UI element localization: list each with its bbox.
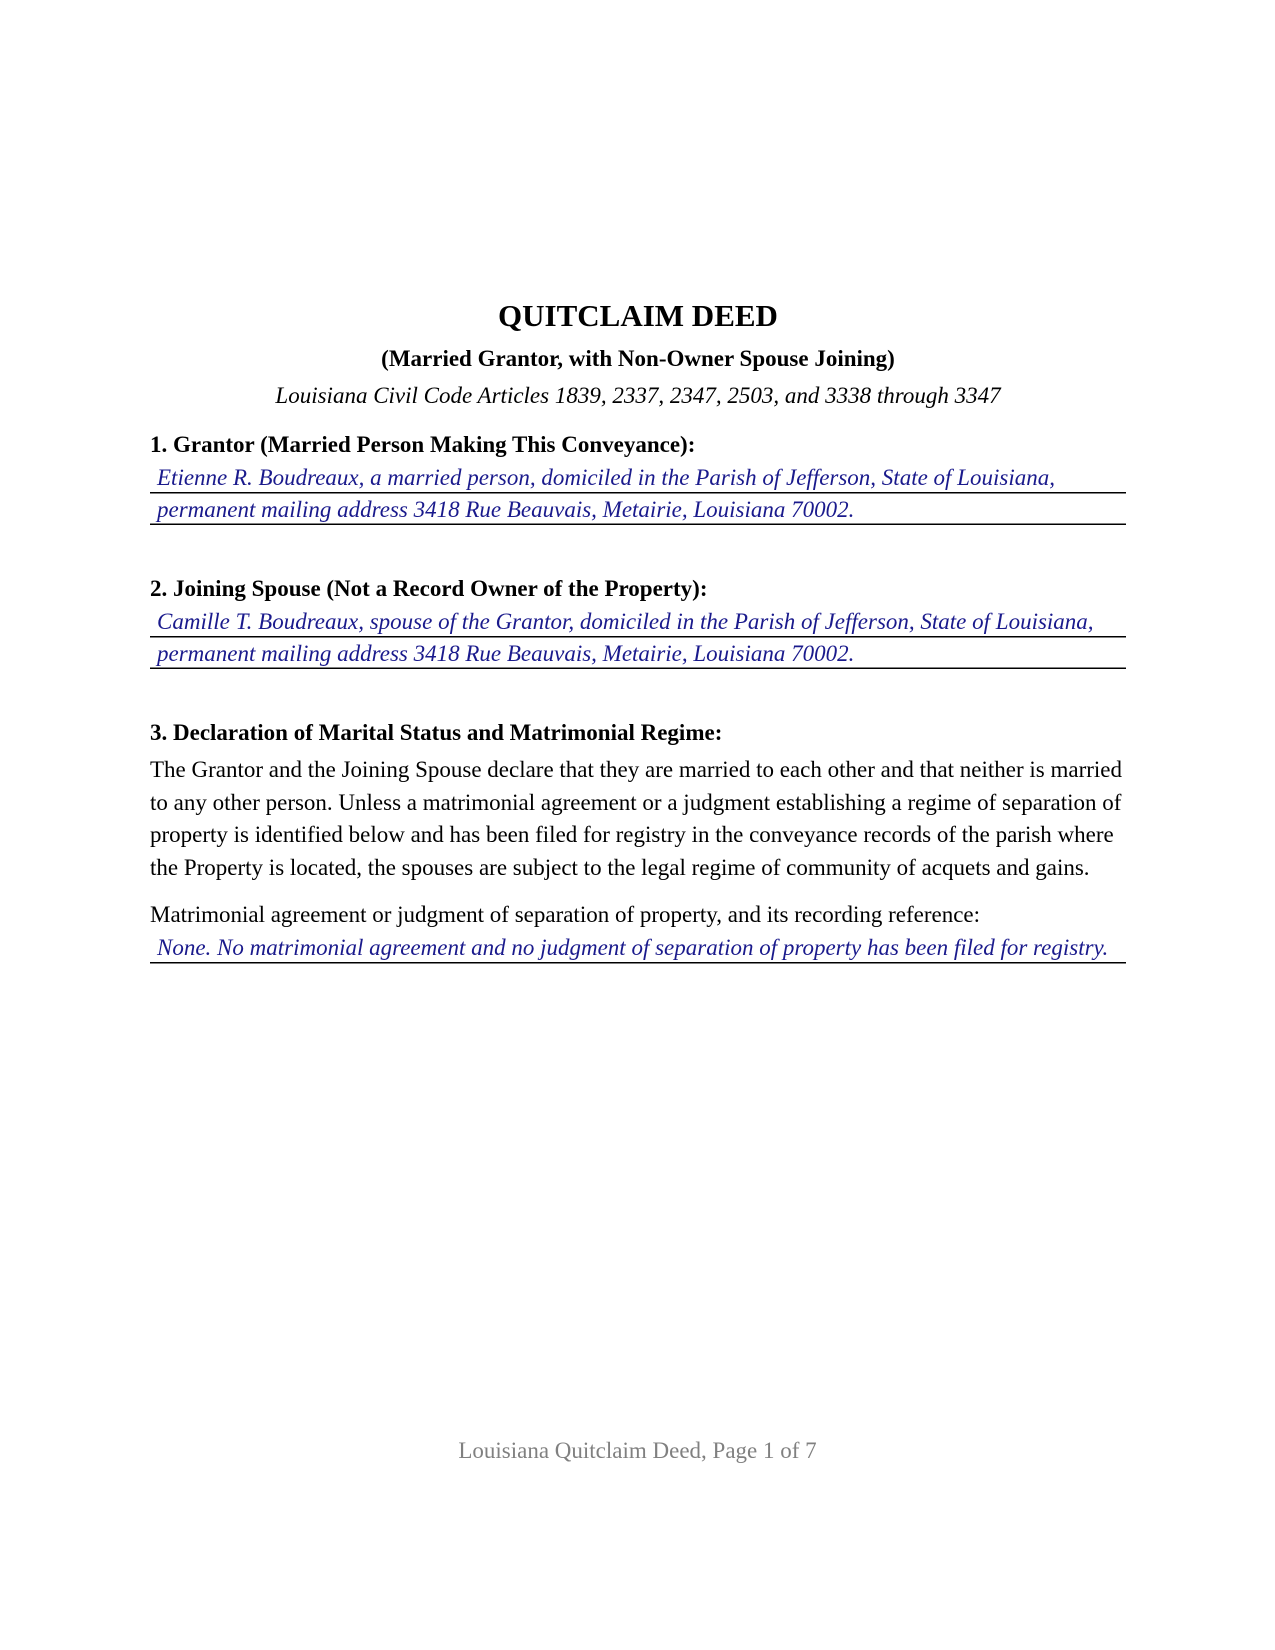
section-grantor — [150, 430, 1126, 554]
document-title: QUITCLAIM DEED — [498, 298, 778, 333]
matrimonial-agreement-field[interactable] — [150, 932, 1126, 993]
section-heading-joining-spouse: 2. Joining Spouse (Not a Record Owner of the Property): — [150, 576, 708, 601]
document-subtitle: (Married Grantor, with Non-Owner Spouse Joining) — [381, 346, 895, 371]
section-heading-grantor: 1. Grantor (Married Person Making This Conveyance): — [150, 432, 696, 457]
document-content — [150, 296, 1126, 993]
joining-spouse-field[interactable] — [150, 606, 1126, 698]
section-heading-marital-status: 3. Declaration of Marital Status and Matrimonial Regime: — [150, 720, 723, 745]
page-footer: Louisiana Quitclaim Deed, Page 1 of 7 — [458, 1438, 817, 1463]
legal-citation: Louisiana Civil Code Articles 1839, 2337, 2347, 2503, and 3338 through 3347 — [275, 383, 1001, 408]
section-marital-status — [150, 718, 1126, 993]
grantor-field-value: Etienne R. Boudreaux, a married person, domiciled in the Parish of Jefferson, State of Louisiana, permanent mailing address 3418 Rue Beauvais, Metairie, Louisiana 70002. — [157, 465, 1055, 522]
section-joining-spouse — [150, 574, 1126, 698]
joining-spouse-field-value: Camille T. Boudreaux, spouse of the Grantor, domiciled in the Parish of Jefferson, State of Louisiana, permanent mailing address 3418 Rue Beauvais, Metairie, Louisiana 70002. — [157, 609, 1094, 666]
marital-status-paragraph: The Grantor and the Joining Spouse declare that they are married to each other and that neither is married to any other person. Unless a matrimonial agreement or a judgment establishing a regime of separation of property is identified below and has been filed for registry in the conveyance records of the parish where the Property is located, the spouses are subject to the legal regime of community of acquets and gains. — [150, 757, 1123, 880]
grantor-field[interactable] — [150, 462, 1126, 554]
matrimonial-agreement-field-value: None. No matrimonial agreement and no judgment of separation of property has been filed for registry. — [157, 935, 1109, 960]
matrimonial-agreement-label: Matrimonial agreement or judgment of separation of property, and its recording reference: — [150, 902, 981, 927]
